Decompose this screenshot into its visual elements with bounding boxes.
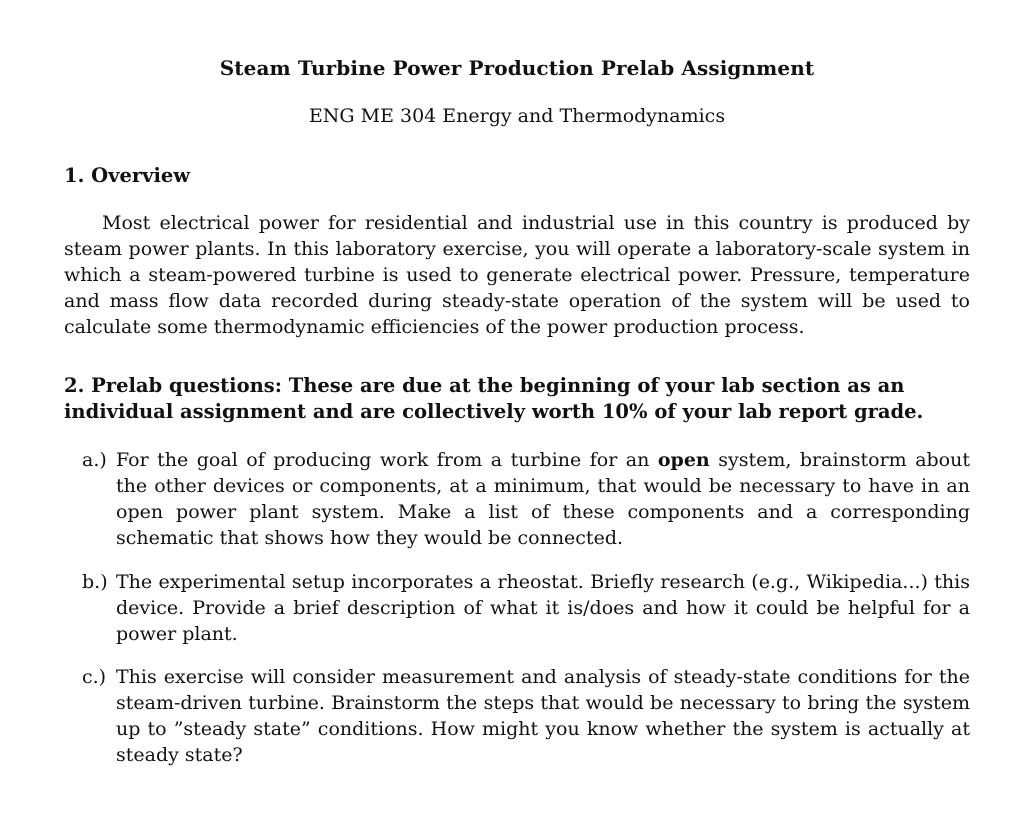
question-c-text: This exercise will consider measurement and analysis of steady-state conditions for the steam-driven turbine. Brainstorm the steps that would be necessary to bring the system up to ”steady state” conditions. How might you know whether the system is actually at steady state? — [116, 666, 970, 766]
overview-paragraph: Most electrical power for residential and industrial use in this country is produced by steam power plants. In this laboratory exercise, you will operate a laboratory-scale system in which a steam-powered turbine is used to generate electrical power. Pressure, temperature and mass flow data recorded during steady-state operation of the system will be used to calculate some thermodynamic efficiencies of the power production process. — [64, 212, 970, 338]
course-subtitle: ENG ME 304 Energy and Thermodynamics — [308, 105, 726, 127]
question-a-text-before: For the goal of producing work from a turbine for an — [116, 449, 658, 471]
overview-heading: 1. Overview — [64, 164, 191, 187]
question-b-text: The experimental setup incorporates a rheostat. Briefly research (e.g., Wikipedia...) this device. Provide a brief description of what it is/does and how it could be helpful for a power plant. — [116, 571, 970, 645]
question-a-label: a.) — [82, 449, 107, 471]
question-a-text — [116, 447, 970, 551]
question-b-label: b.) — [82, 571, 108, 593]
prelab-heading: 2. Prelab questions: These are due at the beginning of your lab section as an individual assignment and are collectively worth 10% of your lab report grade. — [64, 374, 924, 423]
question-a-text-after: system, brainstorm about the other devices or components, at a minimum, that would be necessary to have in an open power plant system. Make a list of these components and a corresponding schematic that shows how they would be connected. — [116, 449, 970, 549]
question-a-emphasis: open — [657, 449, 710, 471]
document-title: Steam Turbine Power Production Prelab Assignment — [219, 56, 815, 80]
question-c-label: c.) — [82, 666, 107, 688]
